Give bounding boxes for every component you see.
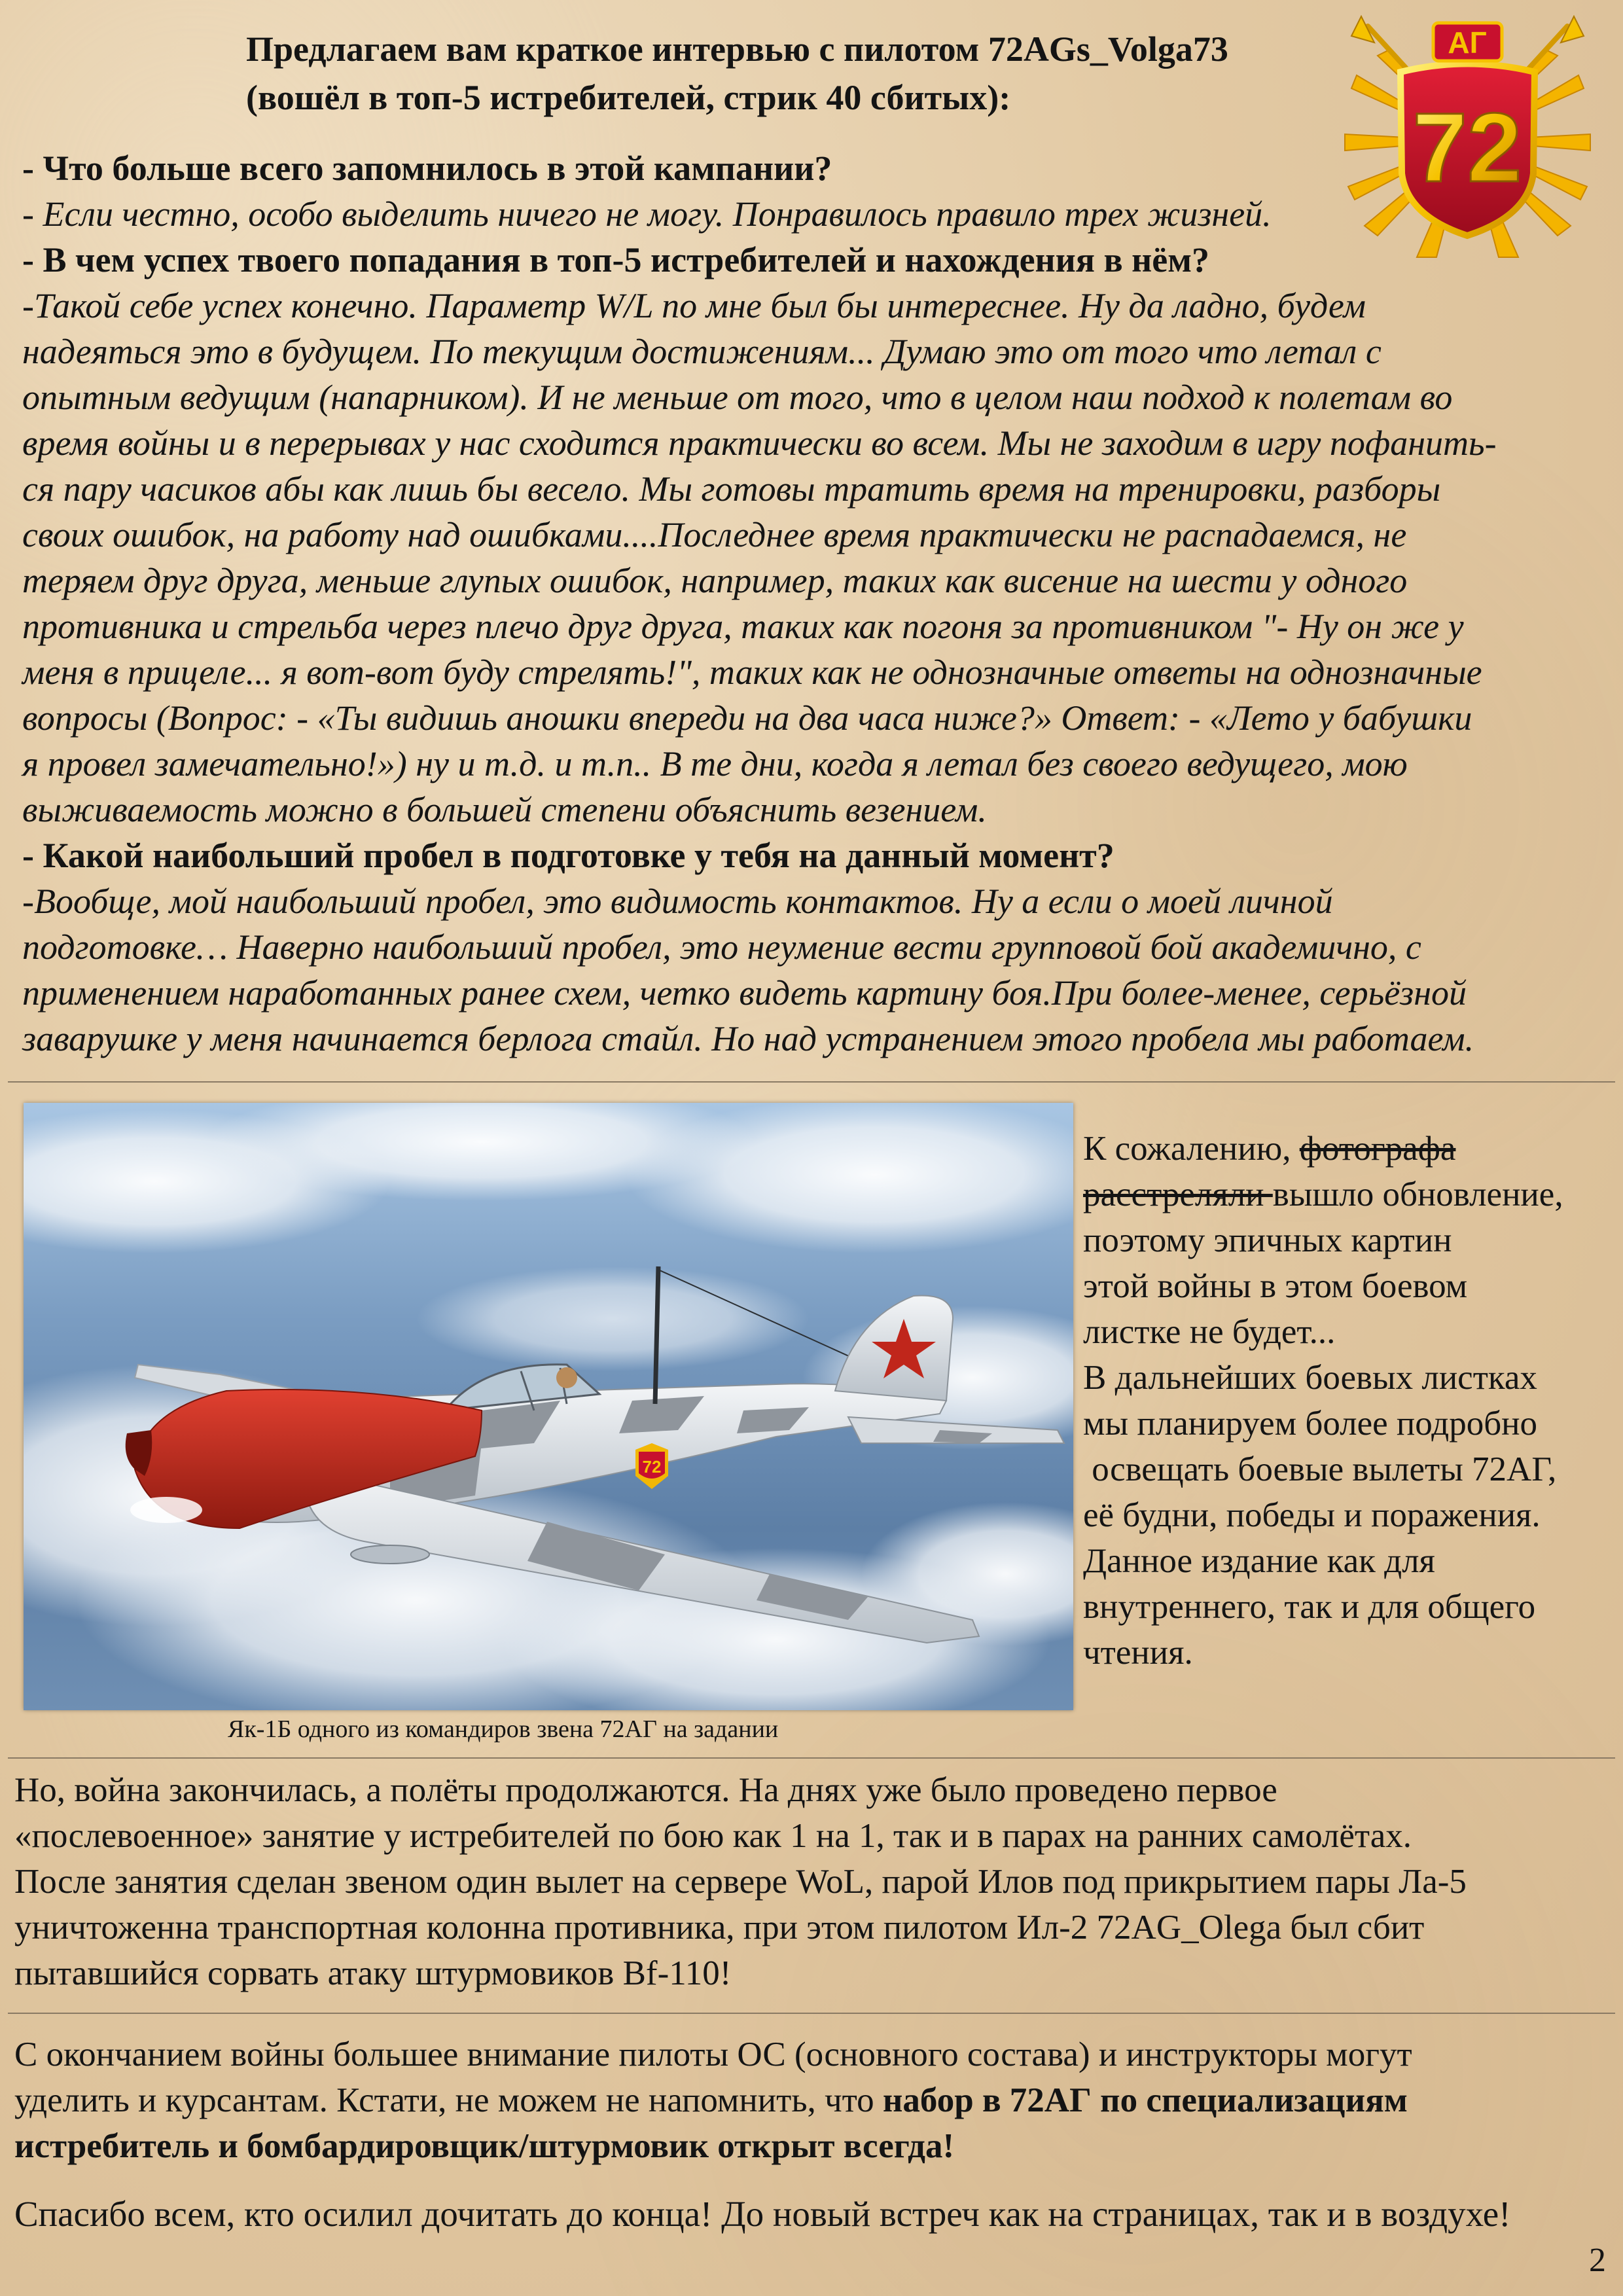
answer-line: применением наработанных ранее схем, четко видеть картину боя.При более-менее, серьёзной [22, 973, 1467, 1013]
answer-line: время войны и в перерывах у нас сходится практически во всем. Мы не заходим в игру пофанить- [22, 423, 1497, 463]
paragraph-line: После занятия сделан звеном один вылет на сервере WoL, парой Илов под прикрытием пары Ла-5 [14, 1863, 1467, 1901]
question-3-text: Какой наибольший пробел в подготовке у тебя на данный момент? [43, 836, 1115, 875]
recruitment-highlight: истребитель и бомбардировщик/штурмовик открыт всегда! [14, 2127, 955, 2165]
divider [8, 1081, 1615, 1083]
paragraph-line: С окончанием войны большее внимание пилоты ОС (основного состава) и инструкторы могут [14, 2036, 1412, 2073]
divider [8, 2013, 1615, 2014]
emblem-top-text: АГ [1448, 26, 1487, 60]
strike-text-2: расстреляли [1083, 1175, 1273, 1213]
news-paragraph [14, 1767, 1611, 1996]
side-note-line: Данное издание как для [1083, 1542, 1435, 1580]
answer-line: подготовке… Наверно наибольший пробел, это неумение вести групповой бой академично, с [22, 927, 1421, 967]
interview-heading [246, 25, 1359, 122]
answer-line: -Такой себе успех конечно. Параметр W/L по мне был бы интереснее. Ну да ладно, будем [22, 286, 1366, 325]
fuselage-emblem-number: 72 [642, 1457, 662, 1477]
question-2: - В чем успех твоего попадания в топ-5 истребителей и нахождения в нём? [22, 240, 1210, 279]
side-note-line: чтения. [1083, 1634, 1193, 1672]
paragraph-line [14, 2077, 1611, 2123]
answer-line: своих ошибок, на работу над ошибками....Последнее время практически не распадаемся, не [22, 515, 1407, 554]
paragraph-text: уделить и курсантам. Кстати, не можем не напомнить, что [14, 2081, 883, 2119]
heading-line-1: Предлагаем вам краткое интервью с пилотом 72AGs_Volga73 [246, 29, 1228, 69]
side-note [1083, 1126, 1620, 1676]
aircraft-photo [24, 1103, 1073, 1710]
answer-line: -Вообще, мой наибольший пробел, это видимость контактов. Ну а если о моей личной [22, 882, 1333, 921]
side-note-line: мы планируем более подробно [1083, 1405, 1538, 1443]
answer-line: заварушке у меня начинается берлога стайл. Но над устранением этого пробела мы работаем. [22, 1019, 1474, 1058]
side-intro: К сожалению, [1083, 1130, 1300, 1168]
paragraph-line: уничтоженна транспортная колонна противника, при этом пилотом Ил-2 72AG_Olega был сбит [14, 1909, 1425, 1946]
heading-line-2: (вошёл в топ-5 истребителей, стрик 40 сбитых): [246, 78, 1011, 117]
side-note-line: освещать боевые вылеты 72АГ, [1083, 1450, 1557, 1488]
strike-text-1: фотографа [1299, 1130, 1456, 1168]
side-rest: вышло обновление, [1272, 1175, 1563, 1213]
side-note-line: поэтому эпичных картин [1083, 1221, 1452, 1259]
answer-1: - Если честно, особо выделить ничего не могу. Понравилось правило трех жизней. [22, 194, 1272, 234]
divider [8, 1757, 1615, 1759]
page-number: 2 [1589, 2242, 1606, 2279]
answer-line: выживаемость можно в большей степени объяснить везением. [22, 790, 987, 829]
interview-body [22, 145, 1606, 1062]
answer-line: вопросы (Вопрос: - «Ты видишь аношки впереди на два часа ниже?» Ответ: - «Лето у бабушки [22, 698, 1472, 738]
answer-line: ся пару часиков абы как лишь бы весело. Мы готовы тратить время на тренировки, разборы [22, 469, 1441, 509]
side-note-line: этой войны в этом боевом [1083, 1267, 1468, 1305]
recruitment-highlight: набор в 72АГ по специализациям [882, 2081, 1408, 2119]
answer-line: надеяться это в будущем. По текущим достижениям... Думаю это от того что летал с [22, 332, 1382, 371]
side-note-line: её будни, победы и поражения. [1083, 1496, 1541, 1534]
paragraph-line: пытавшийся сорвать атаку штурмовиков Bf-110! [14, 1954, 732, 1992]
paragraph-line: Но, война закончилась, а полёты продолжаются. На днях уже было проведено первое [14, 1771, 1277, 1809]
answer-line: противника и стрельба через плечо друг друга, таких как погоня за противником "- Ну он же у [22, 607, 1464, 646]
answer-3 [22, 878, 1606, 1062]
side-note-line: В дальнейших боевых листках [1083, 1359, 1537, 1397]
side-note-line [1083, 1126, 1620, 1172]
emblem-number: 72 [1412, 92, 1522, 202]
side-note-line: листке не будет... [1083, 1313, 1336, 1351]
paragraph-line: «послевоенное» занятие у истребителей по бою как 1 на 1, так и в парах на ранних самолётах. [14, 1817, 1412, 1855]
answer-line: теряем друг друга, меньше глупых ошибок, например, таких как висение на шести у одного [22, 561, 1408, 600]
question-1: - Что больше всего запомнилось в этой кампании? [22, 149, 832, 188]
photo-caption: Як-1Б одного из командиров звена 72АГ на задании [228, 1715, 779, 1743]
question-3 [22, 833, 1606, 878]
answer-2 [22, 283, 1606, 833]
answer-line: я провел замечательно!») ну и т.д. и т.п.. В те дни, когда я летал без своего ведущего, мою [22, 744, 1408, 783]
answer-line: опытным ведущим (напарником). И не меньше от того, что в целом наш подход к полетам во [22, 378, 1453, 417]
recruitment-paragraph [14, 2032, 1611, 2169]
yak-1b-illustration [24, 1103, 1073, 1710]
answer-line: меня в прицеле... я вот-вот буду стрелять!", таких как не однозначные ответы на однозначные [22, 653, 1482, 692]
closing-thanks: Спасибо всем, кто осилил дочитать до конца! До новый встреч как на страницах, так и в воздухе! [14, 2194, 1511, 2234]
side-note-line [1083, 1172, 1620, 1217]
question-3-dash: - [22, 836, 43, 875]
side-note-line: внутреннего, так и для общего [1083, 1588, 1536, 1626]
